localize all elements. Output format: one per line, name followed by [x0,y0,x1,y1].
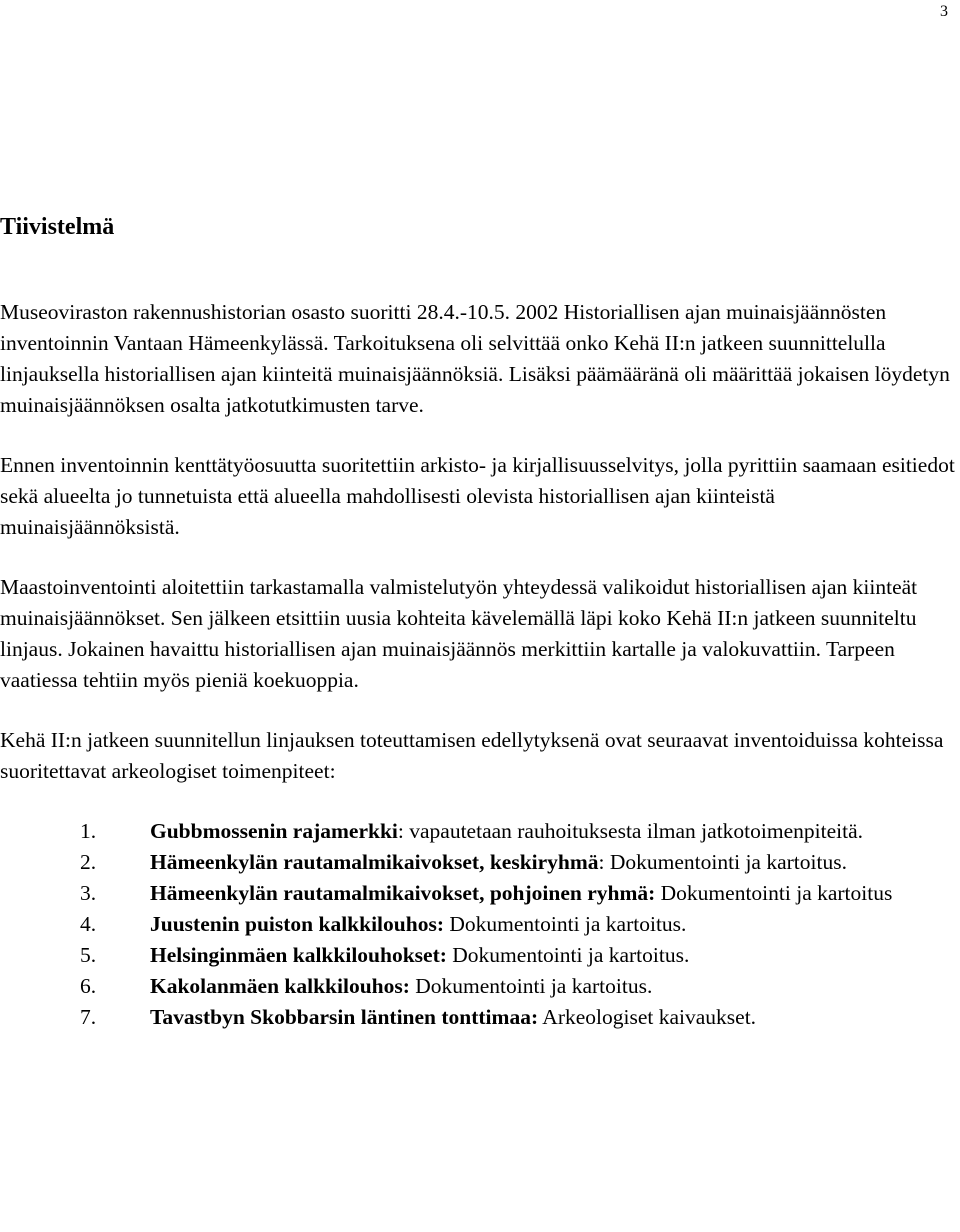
list-item-description: : vapautetaan rauhoituksesta ilman jatkotoimenpiteitä. [397,819,863,843]
list-item-description: : Dokumentointi ja kartoitus. [598,850,847,874]
list-item-site-name: Tavastbyn Skobbarsin läntinen tonttimaa: [150,1005,539,1029]
document-body [0,212,955,1033]
list-item-site-name: Gubbmossenin rajamerkki [150,819,398,843]
list-item-site-name: Hämeenkylän rautamalmikaivokset, pohjoinen ryhmä: [150,881,656,905]
list-item [80,847,955,878]
list-item-site-name: Kakolanmäen kalkkilouhos: [150,974,410,998]
list-item [80,909,955,940]
page-number: 3 [940,3,948,20]
list-item-number: 3. [80,881,97,905]
list-item-number: 4. [80,912,97,936]
paragraph-fieldwork: Maastoinventointi aloitettiin tarkastamalla valmistelutyön yhteydessä valikoidut historiallisen ajan kiinteät muinaisjäännökset. Sen jälkeen etsittiin uusia kohteita kävelemällä läpi koko Kehä II:n jatkeen suunniteltu linjaus. Jokainen havaittu historiallisen ajan muinaisjäännös merkittiin kartalle ja valokuvattiin. Tarpeen vaatiessa tehtiin myös pieniä koekuoppia. [0,575,918,692]
list-item-description: Dokumentointi ja kartoitus. [409,974,653,998]
list-item-site-name: Helsinginmäen kalkkilouhokset: [150,943,447,967]
paragraph-research: Ennen inventoinnin kenttätyöosuutta suoritettiin arkisto- ja kirjallisuusselvitys, jolla pyrittiin saamaan esitiedot sekä alueelta jo tunnetuista että alueella mahdollisesti olevista historiallisen ajan kiinteistä muinaisjäännöksistä. [0,453,955,539]
list-item-description: Dokumentointi ja kartoitus. [443,912,687,936]
list-item-number: 7. [80,1005,97,1029]
action-list [0,816,955,1033]
list-item-number: 2. [80,850,97,874]
list-item-description: Dokumentointi ja kartoitus. [446,943,690,967]
list-item-number: 6. [80,974,97,998]
list-item-description: Dokumentointi ja kartoitus [655,881,893,905]
list-item-number: 1. [80,819,97,843]
list-item [80,816,955,847]
page-title: Tiivistelmä [0,214,115,240]
list-item [80,1002,955,1033]
paragraph-intro: Museoviraston rakennushistorian osasto suoritti 28.4.-10.5. 2002 Historiallisen ajan muinaisjäännösten inventoinnin Vantaan Hämeenkylässä. Tarkoituksena oli selvittää onko Kehä II:n jatkeen suunnittelulla linjauksella historiallisen ajan kiinteitä muinaisjäännöksiä. Lisäksi päämääränä oli määrittää jokaisen löydetyn muinaisjäännöksen osalta jatkotutkimusten tarve. [0,300,950,417]
list-item [80,971,955,1002]
list-item-number: 5. [80,943,97,967]
list-item [80,878,955,909]
paragraph-conclusion: Kehä II:n jatkeen suunnitellun linjauksen toteuttamisen edellytyksenä ovat seuraavat inventoiduissa kohteissa suoritettavat arkeologiset toimenpiteet: [0,728,944,783]
list-item-description: Arkeologiset kaivaukset. [538,1005,757,1029]
list-item-site-name: Juustenin puiston kalkkilouhos: [150,912,444,936]
list-item-site-name: Hämeenkylän rautamalmikaivokset, keskiryhmä [150,850,599,874]
list-item [80,940,955,971]
